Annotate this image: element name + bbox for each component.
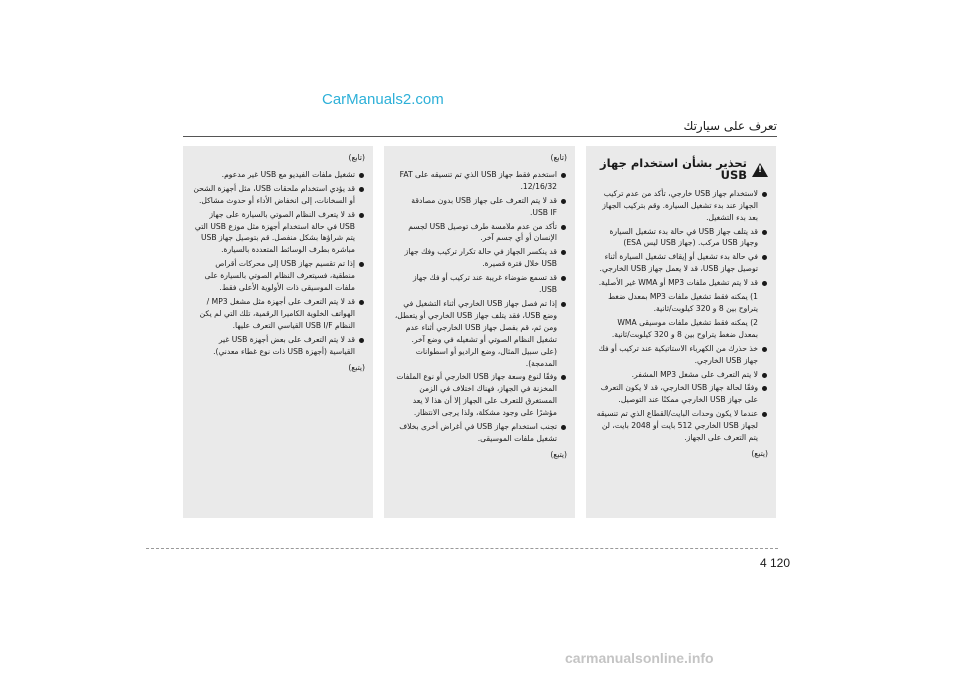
list-item: خذ حذرك من الكهرباء الاستاتيكية عند تركيب أو فك جهاز USB الخارجي. bbox=[596, 343, 768, 367]
list-item: قد لا يتم تشغيل ملفات MP3 أو WMA غير الأصلية. bbox=[596, 277, 768, 289]
list-item: تأكد من عدم ملامسة طرف توصيل USB لجسم الإنسان أو أي جسم آخر. bbox=[394, 221, 567, 245]
list-item: لا يتم التعرف على مشغل MP3 المشفر. bbox=[596, 369, 768, 381]
list-item: وفقًا لحالة جهاز USB الخارجي، قد لا يكون التعرف على جهاز USB الخارجي ممكنًا عند التوصيل. bbox=[596, 382, 768, 406]
column-usb-warning-2 bbox=[384, 146, 575, 518]
bullet-list bbox=[596, 188, 768, 444]
watermark-top: CarManuals2.com bbox=[322, 91, 444, 108]
list-item: استخدم فقط جهاز USB الذي تم تنسيقه على FAT 12/16/32. bbox=[394, 169, 567, 193]
page-number: 4 120 bbox=[760, 556, 791, 570]
list-item: لاستخدام جهاز USB خارجي، تأكد من عدم تركيب الجهاز عند بدء تشغيل السيارة. وقم بتركيب الجهاز بعد بدء التشغيل. bbox=[596, 188, 768, 224]
list-item: عندما لا يكون وحدات البايت/القطاع الذي تم تنسيقه لجهاز USB الخارجي 512 بايت أو 2048 بايت، لن يتم التعرف على الجهاز. bbox=[596, 408, 768, 444]
section-title-text: تحذير بشأن استخدام جهاز USB bbox=[600, 156, 747, 182]
list-item: قد لا يتم التعرف على أجهزة مثل مشغل MP3 / الهواتف الخلوية الكاميرا الرقمية، تلك التي لم يكن النظام USB I/F القياسي التعرف عليها. bbox=[193, 296, 365, 332]
list-item: إذا تم تقسيم جهاز USB إلى محركات أقراص منطقية، فسيتعرف النظام الصوتي بالسيارة على ملفات الموسيقى ذات الأولوية الأعلى فقط. bbox=[193, 258, 365, 294]
list-subitem: 1) يمكنه فقط تشغيل ملفات MP3 بمعدل ضغط يتراوح بين 8 و 320 كيلوبت/ثانية. bbox=[608, 292, 758, 313]
list-item: وفقًا لنوع وسعة جهاز USB الخارجي أو نوع الملفات المخزنة في الجهاز، فهناك اختلاف في الزمن المستغرق للتعرف على الجهاز إلا أن هذا لا يعد مؤشرًا على وجود مشكلة، ولذا يرجى الانتظار. bbox=[394, 371, 567, 419]
list-item: تجنب استخدام جهاز USB في أغراض أخرى بخلاف تشغيل ملفات الموسيقى. bbox=[394, 421, 567, 445]
list-item: قد لا يتم التعرف على بعض أجهزة USB غير القياسية (أجهزة USB ذات نوع غطاء معدني). bbox=[193, 334, 365, 358]
continued-label: (يتبع) bbox=[751, 448, 768, 458]
header-rule bbox=[183, 136, 777, 137]
list-item: تشغيل ملفات الفيديو مع USB غير مدعوم. bbox=[193, 169, 365, 181]
list-subitem: 2) يمكنه فقط تشغيل ملفات موسيقى WMA بمعدل ضغط يتراوح بين 8 و 320 كيلوبت/ثانية. bbox=[611, 317, 758, 339]
bullet-list bbox=[193, 169, 365, 358]
continued-label: (يتبع) bbox=[348, 362, 365, 372]
list-item: في حالة بدء تشغيل أو إيقاف تشغيل السيارة أثناء توصيل جهاز USB، قد لا يعمل جهاز USB الخارجي. bbox=[596, 251, 768, 275]
bullet-list bbox=[394, 169, 567, 445]
column-usb-warning-3 bbox=[183, 146, 373, 518]
list-item: قد لا يتعرف النظام الصوتي بالسيارة على جهاز USB في حالة استخدام أجهزة مثل موزع USB التي يتم شراؤها بشكل منفصل. قم بتوصيل جهاز USB مباشرة بطرف الوسائط المتعددة بالسيارة. bbox=[193, 209, 365, 257]
continued-header: (تابع) bbox=[550, 153, 567, 162]
section-title bbox=[596, 158, 768, 182]
continued-label: (يتبع) bbox=[550, 449, 567, 459]
list-item: قد ينكسر الجهاز في حالة تكرار تركيب وفك جهاز USB خلال فترة قصيرة. bbox=[394, 246, 567, 270]
list-item: إذا تم فصل جهاز USB الخارجي أثناء التشغيل في وضع USB، فقد يتلف جهاز USB الخارجي أو يتعطل، ومن ثم، قم بفصل جهاز USB الخارجي أثناء عدم تشغيل النظام الصوتي أو تشغيله في وضع آخر. (على سبيل المثال، وضع الراديو أو اسطوانات المدمجة). bbox=[394, 298, 567, 369]
list-item: قد يتلف جهاز USB في حالة بدء تشغيل السيارة وجهاز USB مركب. (جهاز USB ليس ESA) bbox=[596, 226, 768, 250]
list-item: قد تسمع ضوضاء غريبة عند تركيب أو فك جهاز USB. bbox=[394, 272, 567, 296]
footer-rule bbox=[146, 548, 778, 549]
column-usb-warning-1 bbox=[586, 146, 776, 518]
list-item: قد يؤدي استخدام ملحقات USB، مثل أجهزة الشحن أو السخانات، إلى انخفاض الأداء أو حدوث مشاكل. bbox=[193, 183, 365, 207]
list-item: قد لا يتم التعرف على جهاز USB بدون مصادقة USB IF. bbox=[394, 195, 567, 219]
page-header-title: تعرف على سيارتك bbox=[683, 119, 777, 133]
continued-header: (تابع) bbox=[348, 153, 365, 162]
watermark-bottom: carmanualsonline.info bbox=[565, 650, 714, 666]
warning-triangle-icon bbox=[752, 163, 768, 177]
